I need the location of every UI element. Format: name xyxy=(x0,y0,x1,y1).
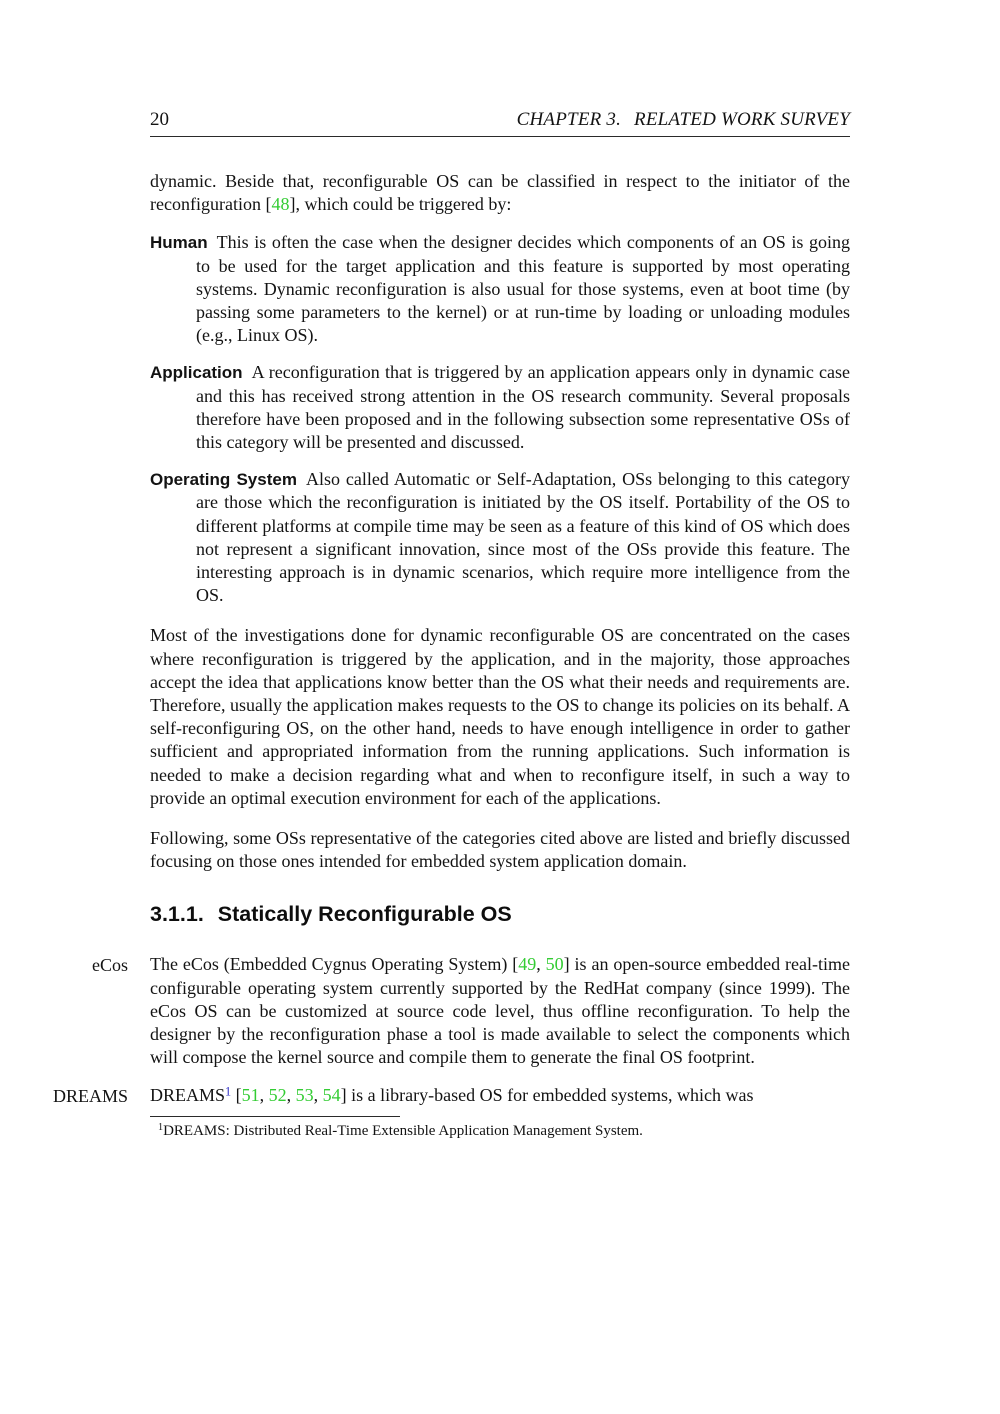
definition-text-operating-system: Also called Automatic or Self-Adaptation, OSs belonging to this category are those which the reconfiguration is initiated by the OS itself. Portability of the OS to different platforms at compile time may be seen as a feature of this kind of OS which does not represent a significant innovation, since most of the OSs provide this feature. The interesting approach is in dynamic scenarios, which require more intelligence from the OS. xyxy=(196,469,850,606)
text-segment: [ xyxy=(231,1084,242,1105)
definition-text-application: A reconfiguration that is triggered by an application appears only in dynamic case and this has received strong attention in the OS research community. Several proposals therefore have been proposed and in the following subsection some representative OSs of this category will be presented and discussed. xyxy=(196,362,850,453)
citation-link[interactable]: 51 xyxy=(241,1084,260,1105)
citation-link[interactable]: 49 xyxy=(518,954,537,975)
text-segment: , xyxy=(313,1084,323,1105)
page-header xyxy=(150,109,850,137)
text-segment: , xyxy=(286,1084,296,1105)
definition-label-human: Human xyxy=(150,233,208,253)
chapter-number: CHAPTER 3. xyxy=(516,109,622,130)
text-segment: DREAMS xyxy=(150,1084,226,1105)
definition-item-application xyxy=(150,361,850,454)
footnote-marker-link[interactable]: 1 xyxy=(225,1084,232,1098)
entry-dreams xyxy=(52,1084,850,1107)
definition-item-operating-system xyxy=(150,468,850,607)
dreams-paragraph xyxy=(150,1084,850,1107)
section-heading xyxy=(150,902,850,927)
footnote-marker[interactable]: 1 xyxy=(158,1121,164,1133)
definition-label-application: Application xyxy=(150,363,243,383)
margin-label-dreams: DREAMS xyxy=(52,1085,128,1106)
text-segment: , xyxy=(259,1084,269,1105)
page-number: 20 xyxy=(150,109,169,130)
definition-text-human: This is often the case when the designer decides which components of an OS is going to be used for the target application and this feature is supported by most operating systems. Dynamic reconfiguration is also usual for those systems, even at boot time (by passing some parameters to the kernel) or at run-time by loading or unloading modules (e.g., Linux OS). xyxy=(196,232,850,346)
text-segment: , xyxy=(536,954,546,975)
section-title: Statically Reconfigurable OS xyxy=(217,902,512,927)
body-paragraph-following: Following, some OSs representative of the categories cited above are listed and briefly discussed focusing on those ones intended for embedded system application domain. xyxy=(150,828,850,872)
section-number: 3.1.1. xyxy=(150,902,204,927)
text-column xyxy=(52,0,850,1141)
definition-label-operating-system: Operating System xyxy=(150,470,297,490)
chapter-title: RELATED WORK SURVEY xyxy=(634,109,850,130)
citation-link[interactable]: 48 xyxy=(271,194,290,215)
footnote xyxy=(150,1116,850,1141)
definition-item-human xyxy=(150,231,850,347)
intro-paragraph xyxy=(150,170,850,216)
citation-link[interactable]: 53 xyxy=(295,1084,314,1105)
ecos-paragraph xyxy=(150,953,850,1069)
footnote-rule xyxy=(150,1116,400,1117)
body-paragraph-investigations: Most of the investigations done for dynamic reconfigurable OS are concentrated on the cases where reconfiguration is triggered by the application, and in the majority, those approaches accept the idea that applications know better than the OS what their needs and requirements are. Therefore, usually the application makes requests to the OS to change its policies on its behalf. A self-reconfiguring OS, on the other hand, needs to have enough intelligence in order to gather sufficient and appropriated information from the running applications. Such information is needed to make a decision regarding what and when to reconfigure itself, in such a way to provide an optimal execution environment for each of the applications. xyxy=(150,625,850,808)
text-segment: dynamic. Beside that, reconfigurable OS can be classified in respect to the initiator of the reconfiguration [ xyxy=(150,171,850,215)
definition-list xyxy=(150,231,850,607)
citation-link[interactable]: 54 xyxy=(322,1084,341,1105)
citation-link[interactable]: 52 xyxy=(268,1084,287,1105)
running-head xyxy=(517,109,850,131)
text-segment: ] is an open-source embedded real-time configurable operating system currently supported by the RedHat company (since 1999). The eCos OS can be customized at source code level, thus offline reconfiguration. To help the designer by the reconfiguration phase a tool is made available to select the components which will compose the kernel source and compile them to generate the final OS footprint. xyxy=(150,954,850,1068)
text-segment: The eCos (Embedded Cygnus Operating System) [ xyxy=(150,954,519,975)
citation-link[interactable]: 50 xyxy=(545,954,564,975)
entry-ecos xyxy=(92,953,850,1069)
text-segment: ], which could be triggered by: xyxy=(289,194,512,215)
margin-label-ecos: eCos xyxy=(92,955,128,976)
footnote-text-line xyxy=(150,1122,850,1141)
text-segment: ] is a library-based OS for embedded systems, which was xyxy=(340,1084,754,1105)
footnote-text: DREAMS: Distributed Real-Time Extensible Application Management System. xyxy=(163,1122,643,1139)
